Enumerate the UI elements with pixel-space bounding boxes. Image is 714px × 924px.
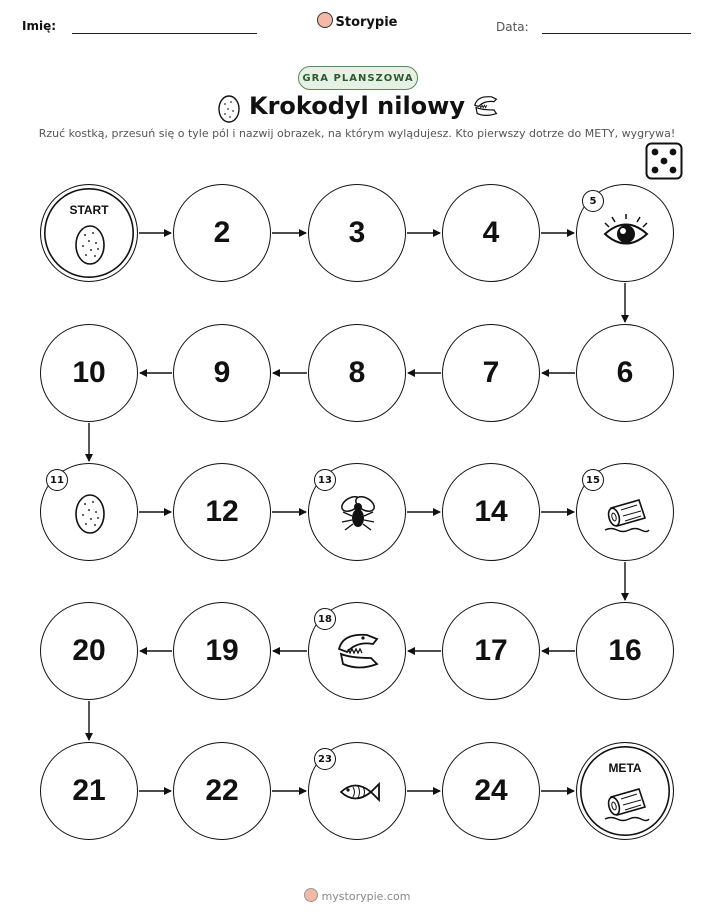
board-cell-7 — [442, 324, 540, 422]
mascot-icon — [304, 888, 318, 902]
cell-number: 22 — [205, 774, 239, 807]
log-icon — [601, 777, 651, 827]
board-cell-10 — [40, 324, 138, 422]
brand-name: Storypie — [335, 15, 398, 30]
cell-number: 19 — [205, 634, 239, 667]
page-title: Krokodyl nilowy — [249, 92, 465, 120]
board-cell-12 — [173, 463, 271, 561]
cell-number-badge: 5 — [582, 190, 604, 212]
board-cell-22 — [173, 742, 271, 840]
finish-cell — [576, 742, 674, 840]
finish-label: META — [608, 761, 642, 775]
cell-number: 9 — [213, 356, 231, 389]
cell-number: 2 — [213, 216, 231, 249]
board-cell-15 — [576, 463, 674, 561]
eye-icon — [601, 209, 651, 259]
cell-number: 6 — [616, 356, 634, 389]
cell-number: 20 — [72, 634, 106, 667]
crocodile-icon — [333, 627, 383, 677]
cell-number: 17 — [474, 634, 508, 667]
cell-number-badge: 15 — [582, 469, 604, 491]
board-cell-23 — [308, 742, 406, 840]
board-cell-20 — [40, 602, 138, 700]
cell-number: 7 — [482, 356, 500, 389]
board-cell-8 — [308, 324, 406, 422]
game-badge: GRA PLANSZOWA — [298, 66, 418, 90]
cell-number-badge: 13 — [314, 469, 336, 491]
board-cell-24 — [442, 742, 540, 840]
board-cell-6 — [576, 324, 674, 422]
board-cell-18 — [308, 602, 406, 700]
cell-number-badge: 18 — [314, 608, 336, 630]
cell-number-badge: 23 — [314, 748, 336, 770]
start-label: START — [69, 203, 109, 217]
start-cell — [40, 184, 138, 282]
board-cell-4 — [442, 184, 540, 282]
cell-number: 16 — [608, 634, 642, 667]
footer-url: mystorypie.com — [321, 890, 411, 903]
cell-number: 8 — [348, 356, 366, 389]
fly-icon — [333, 488, 383, 538]
instruction-text: Rzuć kostką, przesuń się o tyle pól i nazwij obrazek, na którym wylądujesz. Kto pierwszy dotrze do METY, wygrywa! — [38, 127, 676, 140]
board-cell-3 — [308, 184, 406, 282]
cell-number: 21 — [72, 774, 106, 807]
board-cell-5 — [576, 184, 674, 282]
board-cell-2 — [173, 184, 271, 282]
log-icon — [601, 488, 651, 538]
board-cell-17 — [442, 602, 540, 700]
board-cell-16 — [576, 602, 674, 700]
cell-number: 10 — [72, 356, 106, 389]
egg-icon — [65, 488, 115, 538]
name-label: Imię: — [22, 19, 57, 33]
date-label: Data: — [496, 20, 529, 34]
footer — [0, 888, 714, 903]
board-cell-9 — [173, 324, 271, 422]
board-cell-21 — [40, 742, 138, 840]
board-cell-13 — [308, 463, 406, 561]
cell-number: 24 — [474, 774, 508, 807]
board-cell-19 — [173, 602, 271, 700]
cell-number: 12 — [205, 495, 239, 528]
fish-icon — [333, 767, 383, 817]
cell-number-badge: 11 — [46, 469, 68, 491]
cell-number: 3 — [348, 216, 366, 249]
cell-number: 4 — [482, 216, 500, 249]
cell-number: 14 — [474, 495, 508, 528]
board-cell-14 — [442, 463, 540, 561]
board-cell-11 — [40, 463, 138, 561]
egg-icon — [65, 219, 115, 269]
